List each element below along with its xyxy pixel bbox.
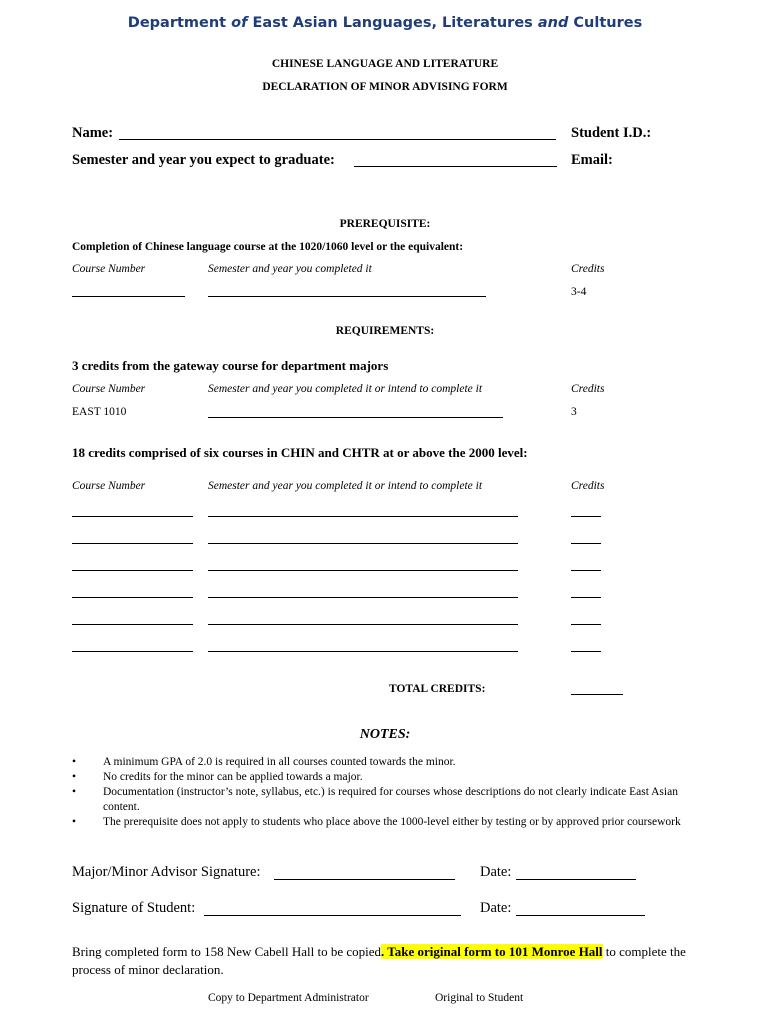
course-row-5-semester[interactable] xyxy=(208,624,518,625)
note-item: • No credits for the minor can be applied towards a major. xyxy=(72,771,363,783)
department-title xyxy=(0,15,770,31)
course-row-3-credits[interactable] xyxy=(571,570,601,571)
dept-text-2: East Asian Languages, Literatures xyxy=(247,15,538,31)
highlighted-instruction: . Take original form to 101 Monroe Hall xyxy=(381,944,603,959)
bullet-icon: • xyxy=(72,756,77,768)
course-row-2-number[interactable] xyxy=(72,543,193,544)
bullet-icon: • xyxy=(72,816,77,828)
advisor-signature-label: Major/Minor Advisor Signature: xyxy=(72,864,261,880)
upper-level-heading: 18 credits comprised of six courses in CHIN and CHTR at or above the 2000 level: xyxy=(72,445,528,460)
instructions-text-end: to complete the process of minor declaration. xyxy=(72,944,686,977)
requirements-heading: REQUIREMENTS: xyxy=(335,325,435,337)
dept-text-and: and xyxy=(537,15,569,31)
student-signature-label: Signature of Student: xyxy=(72,900,196,916)
copy-to-admin: Copy to Department Administrator xyxy=(208,992,369,1004)
course-row-1-semester[interactable] xyxy=(208,516,518,517)
student-id-label: Student I.D.: xyxy=(571,125,652,141)
course-row-2-semester[interactable] xyxy=(208,543,518,544)
original-to-student: Original to Student xyxy=(435,992,524,1004)
form-title-1: CHINESE LANGUAGE AND LITERATURE xyxy=(271,58,499,70)
notes-heading: NOTES: xyxy=(359,727,411,742)
course-row-4-semester[interactable] xyxy=(208,597,518,598)
student-signature-field[interactable] xyxy=(204,915,461,916)
gateway-col-semester: Semester and year you completed it or intend to complete it xyxy=(208,383,483,395)
total-credits-label: TOTAL CREDITS: xyxy=(389,683,486,695)
graduation-field[interactable] xyxy=(354,166,557,167)
note-item: • The prerequisite does not apply to students who place above the 1000-level either by testing or by approved prior coursework xyxy=(72,816,681,828)
total-credits-field[interactable] xyxy=(571,694,623,695)
email-label: Email: xyxy=(571,152,613,168)
bullet-icon: • xyxy=(72,786,77,798)
gateway-semester-field[interactable] xyxy=(208,417,503,418)
advisor-date-label: Date: xyxy=(480,864,512,880)
advisor-signature-field[interactable] xyxy=(274,879,455,880)
prereq-credits-value: 3-4 xyxy=(571,286,587,298)
student-date-label: Date: xyxy=(480,900,512,916)
notes-list xyxy=(72,755,712,830)
dept-text-3: Cultures xyxy=(568,15,643,31)
prereq-col-semester: Semester and year you completed it xyxy=(208,263,372,275)
course-row-3-number[interactable] xyxy=(72,570,193,571)
course-row-6-semester[interactable] xyxy=(208,651,518,652)
submission-instructions xyxy=(72,943,712,979)
course-row-5-credits[interactable] xyxy=(571,624,601,625)
prereq-col-course: Course Number xyxy=(72,263,146,275)
student-date-field[interactable] xyxy=(516,915,645,916)
course-row-5-number[interactable] xyxy=(72,624,193,625)
course-row-3-semester[interactable] xyxy=(208,570,518,571)
course-row-4-credits[interactable] xyxy=(571,597,601,598)
note-item: • A minimum GPA of 2.0 is required in all courses counted towards the minor. xyxy=(72,756,456,768)
gateway-col-credits: Credits xyxy=(571,383,605,395)
course-row-2-credits[interactable] xyxy=(571,543,601,544)
upper-col-credits: Credits xyxy=(571,480,605,492)
course-row-1-credits[interactable] xyxy=(571,516,601,517)
prerequisite-description: Completion of Chinese language course at the 1020/1060 level or the equivalent: xyxy=(72,241,464,253)
prereq-course-field[interactable] xyxy=(72,296,185,297)
course-row-1-number[interactable] xyxy=(72,516,193,517)
gateway-heading: 3 credits from the gateway course for department majors xyxy=(72,358,389,373)
bullet-icon: • xyxy=(72,771,77,783)
course-row-4-number[interactable] xyxy=(72,597,193,598)
prerequisite-heading: PREREQUISITE: xyxy=(339,218,431,230)
dept-text-of: of xyxy=(231,15,248,31)
note-item: • Documentation (instructor’s note, syllabus, etc.) is required for courses whose descriptions do not clearly indicate East Asian content. xyxy=(72,786,678,813)
gateway-col-course: Course Number xyxy=(72,383,146,395)
graduation-label: Semester and year you expect to graduate: xyxy=(72,152,335,168)
advisor-date-field[interactable] xyxy=(516,879,636,880)
instructions-text: Bring completed form to 158 New Cabell Hall to be copied xyxy=(72,944,382,959)
course-row-6-credits[interactable] xyxy=(571,651,601,652)
course-row-6-number[interactable] xyxy=(72,651,193,652)
upper-col-course: Course Number xyxy=(72,480,146,492)
gateway-course-value: EAST 1010 xyxy=(72,406,127,418)
prereq-semester-field[interactable] xyxy=(208,296,486,297)
gateway-credits-value: 3 xyxy=(571,406,577,418)
name-label: Name: xyxy=(72,125,114,141)
form-title-2: DECLARATION OF MINOR ADVISING FORM xyxy=(262,81,508,93)
prereq-col-credits: Credits xyxy=(571,263,605,275)
upper-col-semester: Semester and year you completed it or intend to complete it xyxy=(208,480,483,492)
name-field[interactable] xyxy=(119,139,556,140)
dept-text-1: Department xyxy=(127,15,232,31)
